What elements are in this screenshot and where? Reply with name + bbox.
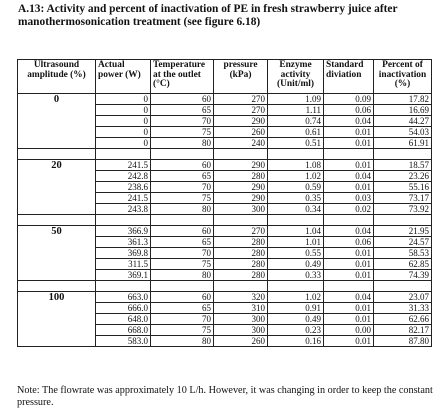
pressure-cell: 280 bbox=[214, 248, 268, 259]
std-cell: 0.01 bbox=[324, 127, 374, 138]
temperature-cell: 70 bbox=[151, 182, 214, 193]
inactivation-cell: 16.69 bbox=[374, 105, 432, 116]
temperature-cell: 60 bbox=[151, 94, 214, 105]
inactivation-cell: 61.91 bbox=[374, 138, 432, 149]
power-cell: 369.8 bbox=[96, 248, 151, 259]
power-cell: 366.9 bbox=[96, 226, 151, 237]
temperature-cell: 60 bbox=[151, 292, 214, 303]
table-caption: A.13: Activity and percent of inactivation of PE in fresh strawberry juice after manothermosonication treatment (see figure 6.18) bbox=[18, 3, 398, 28]
amplitude-cell: 20 bbox=[18, 160, 96, 215]
header-power: Actual power (W) bbox=[96, 60, 151, 94]
power-cell: 369.1 bbox=[96, 270, 151, 281]
header-temperature: Temperature at the outlet (°C) bbox=[151, 60, 214, 94]
empty-cell bbox=[96, 215, 151, 226]
pressure-cell: 270 bbox=[214, 94, 268, 105]
inactivation-cell: 24.57 bbox=[374, 237, 432, 248]
empty-cell bbox=[374, 149, 432, 160]
power-cell: 243.8 bbox=[96, 204, 151, 215]
temperature-cell: 70 bbox=[151, 248, 214, 259]
pressure-cell: 310 bbox=[214, 303, 268, 314]
empty-cell bbox=[214, 149, 268, 160]
activity-cell: 1.02 bbox=[268, 292, 324, 303]
empty-cell bbox=[374, 215, 432, 226]
header-percent-inactivation: Percent of inactivation (%) bbox=[374, 60, 432, 94]
inactivation-cell: 44.27 bbox=[374, 116, 432, 127]
inactivation-cell: 23.07 bbox=[374, 292, 432, 303]
pressure-cell: 260 bbox=[214, 127, 268, 138]
pressure-cell: 300 bbox=[214, 204, 268, 215]
empty-cell bbox=[214, 215, 268, 226]
inactivation-cell: 82.17 bbox=[374, 325, 432, 336]
inactivation-cell: 87.80 bbox=[374, 336, 432, 347]
header-row bbox=[18, 60, 432, 94]
pressure-cell: 280 bbox=[214, 259, 268, 270]
pressure-cell: 280 bbox=[214, 237, 268, 248]
empty-cell bbox=[268, 281, 324, 292]
std-cell: 0.04 bbox=[324, 171, 374, 182]
inactivation-cell: 62.66 bbox=[374, 314, 432, 325]
std-cell: 0.04 bbox=[324, 292, 374, 303]
std-cell: 0.01 bbox=[324, 138, 374, 149]
pressure-cell: 290 bbox=[214, 193, 268, 204]
activity-cell: 0.55 bbox=[268, 248, 324, 259]
std-cell: 0.02 bbox=[324, 204, 374, 215]
empty-cell bbox=[151, 149, 214, 160]
std-cell: 0.01 bbox=[324, 336, 374, 347]
power-cell: 0 bbox=[96, 127, 151, 138]
activity-cell: 1.01 bbox=[268, 237, 324, 248]
activity-cell: 0.35 bbox=[268, 193, 324, 204]
std-cell: 0.01 bbox=[324, 182, 374, 193]
group-separator-row bbox=[18, 215, 432, 226]
pressure-cell: 290 bbox=[214, 182, 268, 193]
activity-cell: 0.16 bbox=[268, 336, 324, 347]
power-cell: 238.6 bbox=[96, 182, 151, 193]
power-cell: 242.8 bbox=[96, 171, 151, 182]
pressure-cell: 280 bbox=[214, 171, 268, 182]
activity-cell: 0.34 bbox=[268, 204, 324, 215]
pressure-cell: 290 bbox=[214, 160, 268, 171]
activity-cell: 0.49 bbox=[268, 314, 324, 325]
group-separator-row bbox=[18, 281, 432, 292]
inactivation-cell: 54.03 bbox=[374, 127, 432, 138]
activity-cell: 1.04 bbox=[268, 226, 324, 237]
header-amplitude: Ultrasound amplitude (%) bbox=[18, 60, 96, 94]
activity-cell: 1.02 bbox=[268, 171, 324, 182]
temperature-cell: 80 bbox=[151, 336, 214, 347]
inactivation-cell: 73.92 bbox=[374, 204, 432, 215]
empty-cell bbox=[268, 215, 324, 226]
temperature-cell: 75 bbox=[151, 193, 214, 204]
empty-cell bbox=[374, 281, 432, 292]
std-cell: 0.04 bbox=[324, 226, 374, 237]
power-cell: 311.5 bbox=[96, 259, 151, 270]
activity-cell: 0.74 bbox=[268, 116, 324, 127]
std-cell: 0.01 bbox=[324, 160, 374, 171]
temperature-cell: 75 bbox=[151, 325, 214, 336]
pressure-cell: 320 bbox=[214, 292, 268, 303]
pressure-cell: 300 bbox=[214, 325, 268, 336]
std-cell: 0.01 bbox=[324, 303, 374, 314]
power-cell: 241.5 bbox=[96, 160, 151, 171]
table-row bbox=[18, 160, 432, 171]
activity-cell: 0.91 bbox=[268, 303, 324, 314]
inactivation-cell: 74.39 bbox=[374, 270, 432, 281]
temperature-cell: 65 bbox=[151, 237, 214, 248]
inactivation-cell: 18.57 bbox=[374, 160, 432, 171]
std-cell: 0.06 bbox=[324, 237, 374, 248]
std-cell: 0.01 bbox=[324, 314, 374, 325]
activity-cell: 0.61 bbox=[268, 127, 324, 138]
temperature-cell: 80 bbox=[151, 270, 214, 281]
std-cell: 0.01 bbox=[324, 248, 374, 259]
inactivation-cell: 73.17 bbox=[374, 193, 432, 204]
temperature-cell: 65 bbox=[151, 105, 214, 116]
amplitude-cell: 50 bbox=[18, 226, 96, 281]
header-pressure: pressure (kPa) bbox=[214, 60, 268, 94]
inactivation-cell: 17.82 bbox=[374, 94, 432, 105]
inactivation-cell: 21.95 bbox=[374, 226, 432, 237]
std-cell: 0.06 bbox=[324, 105, 374, 116]
std-cell: 0.04 bbox=[324, 116, 374, 127]
empty-cell bbox=[18, 215, 96, 226]
empty-cell bbox=[96, 149, 151, 160]
std-cell: 0.03 bbox=[324, 193, 374, 204]
activity-cell: 1.08 bbox=[268, 160, 324, 171]
footnote: Note: The flowrate was approximately 10 L/h. However, it was changing in order to keep the constant pressure. bbox=[17, 385, 433, 408]
empty-cell bbox=[151, 215, 214, 226]
empty-cell bbox=[324, 281, 374, 292]
power-cell: 583.0 bbox=[96, 336, 151, 347]
amplitude-cell: 100 bbox=[18, 292, 96, 347]
inactivation-cell: 23.26 bbox=[374, 171, 432, 182]
table-row bbox=[18, 94, 432, 105]
inactivation-cell: 31.33 bbox=[374, 303, 432, 314]
table-body bbox=[18, 94, 432, 347]
power-cell: 0 bbox=[96, 116, 151, 127]
temperature-cell: 65 bbox=[151, 303, 214, 314]
empty-cell bbox=[268, 149, 324, 160]
power-cell: 0 bbox=[96, 94, 151, 105]
empty-cell bbox=[96, 281, 151, 292]
pressure-cell: 280 bbox=[214, 270, 268, 281]
activity-cell: 0.49 bbox=[268, 259, 324, 270]
header-enzyme-activity: Enzyme activity (Unit/ml) bbox=[268, 60, 324, 94]
temperature-cell: 75 bbox=[151, 127, 214, 138]
empty-cell bbox=[18, 281, 96, 292]
temperature-cell: 60 bbox=[151, 160, 214, 171]
temperature-cell: 65 bbox=[151, 171, 214, 182]
power-cell: 241.5 bbox=[96, 193, 151, 204]
empty-cell bbox=[18, 149, 96, 160]
power-cell: 663.0 bbox=[96, 292, 151, 303]
power-cell: 361.3 bbox=[96, 237, 151, 248]
empty-cell bbox=[151, 281, 214, 292]
inactivation-cell: 55.16 bbox=[374, 182, 432, 193]
std-cell: 0.01 bbox=[324, 270, 374, 281]
inactivation-table bbox=[17, 59, 432, 347]
header-standard-deviation: Standard diviation bbox=[324, 60, 374, 94]
temperature-cell: 80 bbox=[151, 204, 214, 215]
activity-cell: 0.59 bbox=[268, 182, 324, 193]
activity-cell: 0.33 bbox=[268, 270, 324, 281]
inactivation-cell: 58.53 bbox=[374, 248, 432, 259]
activity-cell: 1.11 bbox=[268, 105, 324, 116]
amplitude-cell: 0 bbox=[18, 94, 96, 149]
power-cell: 668.0 bbox=[96, 325, 151, 336]
std-cell: 0.01 bbox=[324, 259, 374, 270]
temperature-cell: 75 bbox=[151, 259, 214, 270]
pressure-cell: 270 bbox=[214, 105, 268, 116]
activity-cell: 0.51 bbox=[268, 138, 324, 149]
empty-cell bbox=[324, 149, 374, 160]
group-separator-row bbox=[18, 149, 432, 160]
std-cell: 0.00 bbox=[324, 325, 374, 336]
std-cell: 0.09 bbox=[324, 94, 374, 105]
temperature-cell: 70 bbox=[151, 116, 214, 127]
power-cell: 666.0 bbox=[96, 303, 151, 314]
pressure-cell: 300 bbox=[214, 314, 268, 325]
power-cell: 648.0 bbox=[96, 314, 151, 325]
pressure-cell: 290 bbox=[214, 116, 268, 127]
pressure-cell: 270 bbox=[214, 226, 268, 237]
activity-cell: 0.23 bbox=[268, 325, 324, 336]
activity-cell: 1.09 bbox=[268, 94, 324, 105]
empty-cell bbox=[214, 281, 268, 292]
inactivation-cell: 62.85 bbox=[374, 259, 432, 270]
power-cell: 0 bbox=[96, 105, 151, 116]
pressure-cell: 260 bbox=[214, 336, 268, 347]
table-row bbox=[18, 226, 432, 237]
table-row bbox=[18, 292, 432, 303]
temperature-cell: 80 bbox=[151, 138, 214, 149]
temperature-cell: 70 bbox=[151, 314, 214, 325]
power-cell: 0 bbox=[96, 138, 151, 149]
pressure-cell: 240 bbox=[214, 138, 268, 149]
temperature-cell: 60 bbox=[151, 226, 214, 237]
empty-cell bbox=[324, 215, 374, 226]
